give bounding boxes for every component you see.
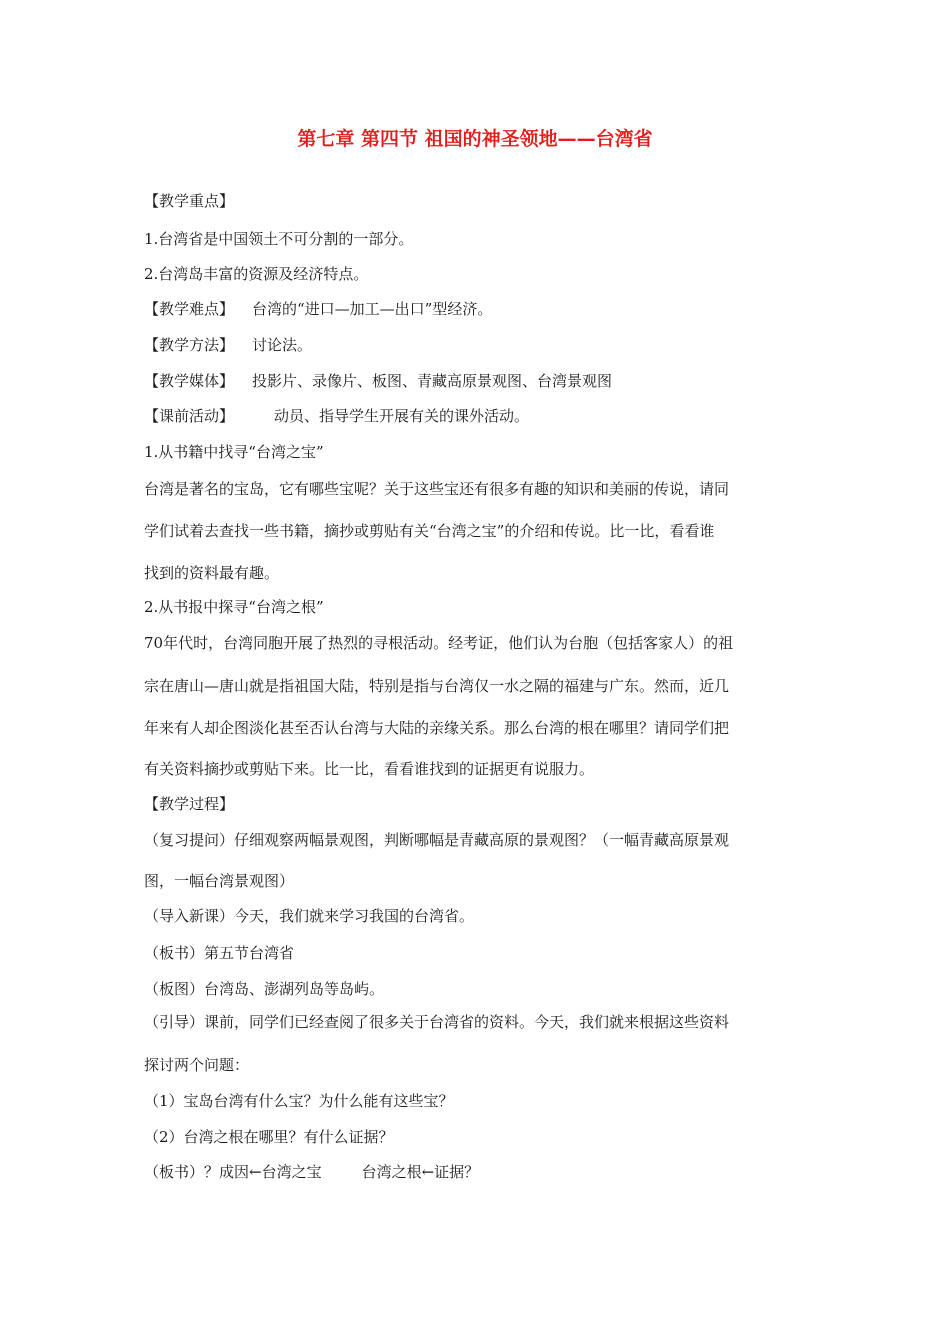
process-line: （复习提问）仔细观察两幅景观图，判断哪幅是青藏高原的景观图？（一幅青藏高原景观 [144, 831, 730, 849]
process-line: （板图）台湾岛、澎湖列岛等岛屿。 [144, 980, 385, 998]
media-text: 投影片、录像片、板图、青藏高原景观图、台湾景观图 [252, 372, 613, 390]
focus-item-2: 2.台湾岛丰富的资源及经济特点。 [144, 265, 369, 283]
process-line: （板书）第五节台湾省 [144, 944, 295, 962]
method-row [144, 336, 814, 354]
board-text-b: 台湾之根←证据？ [361, 1163, 480, 1181]
method-label: 【教学方法】 [144, 336, 235, 354]
board-row [144, 1163, 814, 1181]
process-line: （引导）课前，同学们已经查阅了很多关于台湾省的资料。今天，我们就来根据这些资料 [144, 1013, 730, 1031]
difficulty-label: 【教学难点】 [144, 300, 235, 318]
process-line: 图，一幅台湾景观图） [144, 872, 295, 890]
question-1: （1）宝岛台湾有什么宝？为什么能有这些宝？ [144, 1092, 454, 1110]
activity-2-line: 70年代时，台湾同胞开展了热烈的寻根活动。经考证，他们认为台胞（包括客家人）的祖 [144, 634, 734, 652]
process-label: 【教学过程】 [144, 795, 235, 813]
board-text-a: （板书）？成因←台湾之宝 [144, 1163, 322, 1181]
focus-item-1: 1.台湾省是中国领土不可分割的一部分。 [144, 230, 414, 248]
activity-1-line: 台湾是著名的宝岛，它有哪些宝呢？关于这些宝还有很多有趣的知识和美丽的传说，请同 [144, 480, 730, 498]
method-text: 讨论法。 [252, 336, 313, 354]
page-title: 第七章 第四节 祖国的神圣领地——台湾省 [297, 128, 653, 150]
process-line: （导入新课）今天，我们就来学习我国的台湾省。 [144, 907, 475, 925]
activity-1-line: 学们试着去查找一些书籍，摘抄或剪贴有关“台湾之宝”的介绍和传说。比一比，看看谁 [144, 522, 715, 540]
media-row [144, 372, 814, 390]
activity-2-title: 2.从书报中探寻“台湾之根” [144, 598, 324, 616]
activity-2-line: 年来有人却企图淡化甚至否认台湾与大陆的亲缘关系。那么台湾的根在哪里？请同学们把 [144, 719, 730, 737]
activity-1-line: 找到的资料最有趣。 [144, 564, 280, 582]
pre-activity-row [144, 407, 814, 425]
focus-label: 【教学重点】 [144, 192, 235, 210]
activity-2-line: 宗在唐山—唐山就是指祖国大陆，特别是指与台湾仅一水之隔的福建与广东。然而，近几 [144, 677, 730, 695]
media-label: 【教学媒体】 [144, 372, 235, 390]
difficulty-row [144, 300, 814, 318]
activity-2-line: 有关资料摘抄或剪贴下来。比一比，看看谁找到的证据更有说服力。 [144, 760, 595, 778]
question-2: （2）台湾之根在哪里？有什么证据？ [144, 1128, 394, 1146]
process-line: 探讨两个问题： [144, 1056, 250, 1074]
activity-1-title: 1.从书籍中找寻“台湾之宝” [144, 443, 324, 461]
pre-activity-label: 【课前活动】 [144, 407, 235, 425]
difficulty-text: 台湾的“进口—加工—出口”型经济。 [252, 300, 493, 318]
pre-activity-text: 动员、指导学生开展有关的课外活动。 [274, 407, 530, 425]
